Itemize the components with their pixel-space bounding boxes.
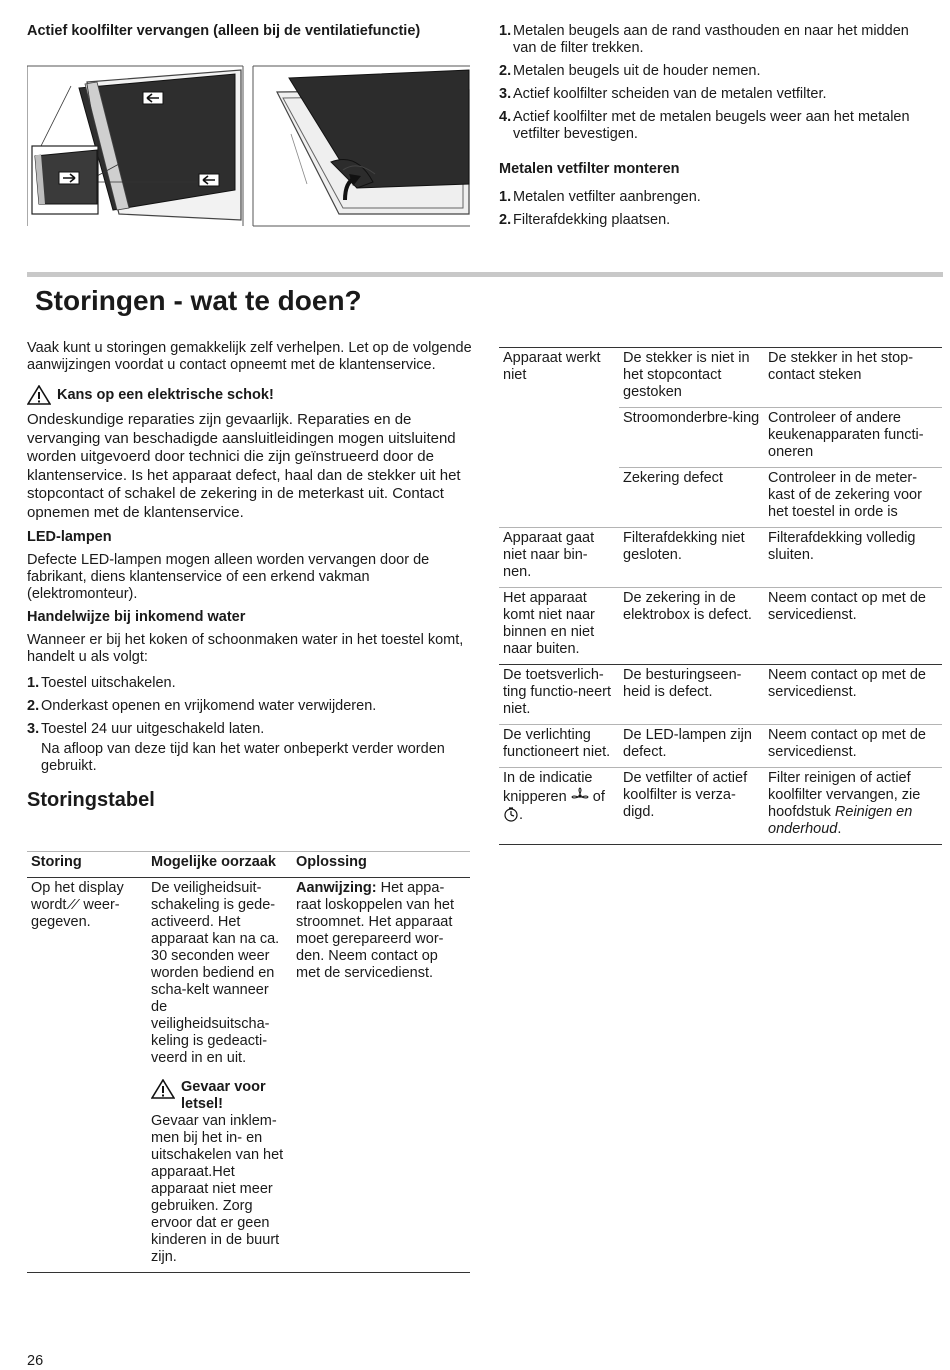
cell-oplossing: Neem contact op met de servicedienst. [768,727,926,760]
step-item: 1. Toestel uitschakelen. [27,674,176,691]
warning-triangle-icon [27,385,51,405]
cell-oplossing: Filterafdekking volledig sluiten. [768,530,916,563]
header-oplossing: Oplossing [296,854,367,870]
table-row [499,348,942,408]
step-item: 2. Metalen beugels uit de houder nemen. [499,63,761,79]
cell-oorzaak: Filterafdekking niet gesloten. [623,530,745,563]
cell-oorzaak: De LED-lampen zijn defect. [623,727,752,760]
table-row [499,408,942,468]
section-divider [27,272,943,277]
filter-illustration [27,64,472,228]
section-title: Storingen - wat te doen? [35,285,362,316]
display-symbol-icon: ⁄⁄ [70,897,80,913]
step-item: 3. Toestel 24 uur uitgeschakeld laten. [27,720,265,737]
cell-storing [499,408,619,468]
table-heading: Storingstabel [27,788,155,811]
cell-oorzaak: Stroomonderbre-king [619,408,764,468]
table-row [499,588,942,665]
cell-oplossing: Aanwijzing: Het appa-raat loskoppelen van het stroomnet. Het apparaat moet gerepareerd wor-den. Neem contact op met de servicedienst. [296,880,454,981]
table-row [499,665,942,725]
table-row [499,468,942,528]
warning-title: Kans op een elektrische schok! [57,386,274,403]
header-oorzaak: Mogelijke oorzaak [151,854,276,870]
cell-oorzaak: Zekering defect [619,468,764,528]
step-item: 1. Metalen vetfilter aanbrengen. [499,189,701,205]
fan-icon [571,787,589,803]
intro-text: Vaak kunt u storingen gemakkelijk zelf verhelpen. Let op de volgende aanwijzingen voordat u contact opneemt met de klantenservice. [27,340,472,373]
water-steps [27,675,472,738]
vetfilter-heading: Metalen vetfilter monteren [499,161,680,177]
table-row [499,725,942,768]
cell-storing: Het apparaat komt niet naar binnen en niet naar buiten. [503,590,595,657]
cell-oorzaak: De veiligheidsuit-schakeling is gede-activeerd. Het apparaat kan na ca. 30 seconden weer worden bediend en scha-kelt wanneer de veiligheidsuitscha-keling is gedeacti-veerd in en uit. Gevaar voor letsel! Gevaar van inklem-men bij het in- en uitschakelen van het apparaat.Het apparaat niet meer gebruiken. Zorg ervoor dat er geen kinderen in de buurt zijn. [147,878,292,1273]
step-item: 2. Onderkast openen en vrijkomend water verwijderen. [27,697,377,714]
cell-oplossing: Neem contact op met de servicedienst. [768,667,926,700]
cell-oplossing: De stekker in het stop-contact steken [768,350,914,383]
storingstabel-right [499,347,942,845]
table-row [499,528,942,588]
timer-icon [503,806,519,822]
cell-oplossing: Neem contact op met de servicedienst. [768,590,926,623]
warning-title-row [27,385,472,405]
cell-storing: Apparaat gaat niet naar bin-nen. [503,530,595,580]
cell-storing: Apparaat werkt niet [503,350,601,383]
cell-oplossing: Controleer in de meter-kast of de zekering voor het toestel in orde is [764,468,942,528]
arrow-right-icon [59,172,79,184]
header-storing: Storing [31,854,82,870]
water-after-text: Na afloop van deze tijd kan het water onbeperkt verder worden gebruikt. [41,740,445,774]
water-heading: Handelwijze bij inkomend water [27,608,246,625]
vetfilter-steps [499,189,919,235]
cell-oorzaak: De zekering in de elektrobox is defect. [623,590,752,623]
step-item: 4. Actief koolfilter met de metalen beugels weer aan het metalen vetfilter bevestigen. [499,109,910,142]
cell-storing: Op het display wordt ⁄⁄ weer-gegeven. [31,880,124,930]
page-number: 26 [27,1353,44,1369]
warning-triangle-icon [151,1079,175,1099]
cell-oplossing: Filter reinigen of actief koolfilter vervangen, zie hoofdstuk Reinigen en onderhoud. [768,770,921,837]
cell-storing: In de indicatie knipperen of . [503,770,605,823]
led-heading: LED-lampen [27,528,112,545]
warning-text: Ondeskundige reparaties zijn gevaarlijk. Reparaties en de vervanging van beschadigde aansluitleidingen mogen uitsluitend worden uitgevoerd door technici die zijn geïnstrueerd door de klantenservice. Is het apparaat defect, haal dan de stekker uit het stopcontact of schakel de zekering in de meterkast uit. Contact opnemen met de klantenservice. [27,411,461,521]
cell-storing: De toetsverlich-ting functio-neert niet. [503,667,612,717]
cell-oorzaak: De stekker is niet in het stopcontact gestoken [623,350,750,400]
step-item: 1. Metalen beugels aan de rand vasthouden en naar het midden van de filter trekken. [499,23,909,56]
water-text: Wanneer er bij het koken of schoonmaken water in het toestel komt, handelt u als volgt: [27,631,464,665]
step-item: 2. Filterafdekking plaatsen. [499,212,671,228]
koolfilter-steps [499,23,919,149]
arrow-left-icon [199,174,219,186]
gevaar-title: Gevaar voor letsel! [181,1079,266,1112]
step-item: 3. Actief koolfilter scheiden van de metalen vetfilter. [499,86,827,102]
table-row [27,878,470,1273]
led-text: Defecte LED-lampen mogen alleen worden vervangen door de fabrikant, diens klantenservice of een erkend vakman (elektromonteur). [27,551,430,602]
table-header-row [27,852,470,878]
cell-storing [499,468,619,528]
cell-storing: De verlichting functioneert niet. [503,727,611,760]
storingstabel-left [27,851,470,1273]
gevaar-title-row [151,1079,288,1113]
table-row [499,768,942,845]
cell-oorzaak: De vetfilter of actief koolfilter is verza-digd. [623,770,748,820]
koolfilter-heading: Actief koolfilter vervangen (alleen bij de ventilatiefunctie) [27,23,421,39]
left-column [27,340,472,812]
cell-oorzaak: De besturingseen-heid is defect. [623,667,742,700]
gevaar-text: Gevaar van inklem-men bij het in- en uitschakelen van het apparaat.Het apparaat niet meer gebruiken. Zorg ervoor dat er geen kinderen in de buurt zijn. [151,1113,284,1265]
arrow-left-icon [143,92,163,104]
cell-oplossing: Controleer of andere keukenapparaten functi-oneren [764,408,942,468]
